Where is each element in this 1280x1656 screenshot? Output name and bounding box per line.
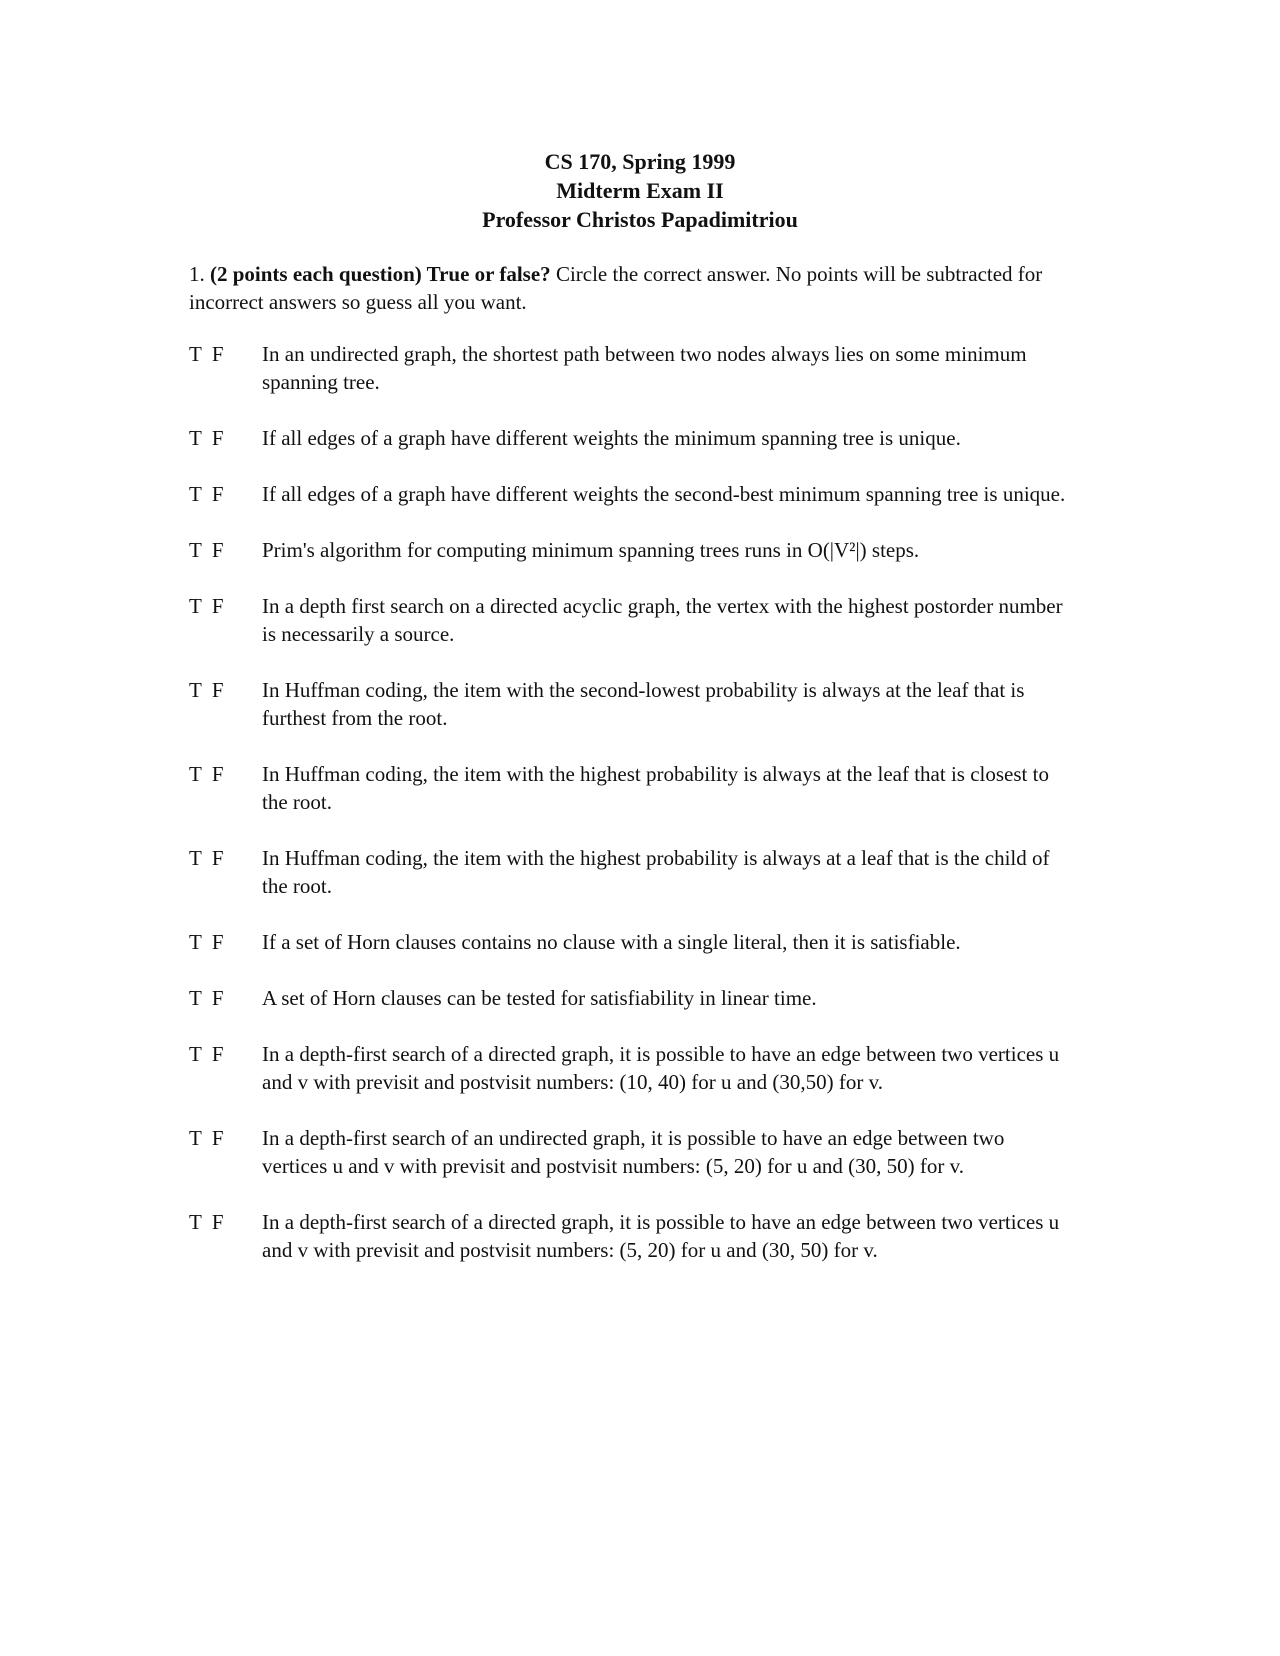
false-choice[interactable]: F [211, 1042, 224, 1066]
professor-name: Professor Christos Papadimitriou [482, 207, 798, 232]
tf-choices [189, 844, 262, 872]
tf-statement: In a depth first search on a directed acyclic graph, the vertex with the highest postorder number is necessarily a source. [262, 594, 1063, 646]
tf-statement: In a depth-first search of a directed graph, it is possible to have an edge between two vertices u and v with previsit and postvisit numbers: (10, 40) for u and (30,50) for v. [262, 1042, 1060, 1094]
tf-statement: In an undirected graph, the shortest path between two nodes always lies on some minimum spanning tree. [262, 342, 1027, 394]
tf-choices [189, 1040, 262, 1068]
tf-choices [189, 676, 262, 704]
tf-item [189, 424, 1069, 452]
true-choice[interactable]: T [189, 678, 202, 702]
tf-item [189, 592, 1069, 648]
tf-item [189, 340, 1069, 396]
tf-item [189, 984, 1069, 1012]
tf-choices [189, 480, 262, 508]
false-choice[interactable]: F [211, 846, 224, 870]
tf-statement: A set of Horn clauses can be tested for satisfiability in linear time. [262, 986, 817, 1010]
tf-statement: If all edges of a graph have different weights the second-best minimum spanning tree is unique. [262, 482, 1066, 506]
true-choice[interactable]: T [189, 986, 202, 1010]
false-choice[interactable]: F [211, 986, 224, 1010]
question-number: 1. [189, 262, 205, 286]
tf-choices [189, 424, 262, 452]
tf-statement: In a depth-first search of a directed graph, it is possible to have an edge between two vertices u and v with previsit and postvisit numbers: (5, 20) for u and (30, 50) for v. [262, 1210, 1060, 1262]
tf-choices [189, 592, 262, 620]
true-choice[interactable]: T [189, 426, 202, 450]
tf-item [189, 1208, 1069, 1264]
tf-choices [189, 536, 262, 564]
true-choice[interactable]: T [189, 1042, 202, 1066]
tf-choices [189, 1208, 262, 1236]
tf-statement: If all edges of a graph have different weights the minimum spanning tree is unique. [262, 426, 961, 450]
exam-title: Midterm Exam II [556, 178, 724, 203]
tf-item [189, 928, 1069, 956]
false-choice[interactable]: F [211, 594, 224, 618]
tf-choices [189, 928, 262, 956]
false-choice[interactable]: F [211, 342, 224, 366]
true-choice[interactable]: T [189, 594, 202, 618]
tf-statement: In Huffman coding, the item with the highest probability is always at the leaf that is closest to the root. [262, 762, 1049, 814]
true-choice[interactable]: T [189, 1126, 202, 1150]
tf-item [189, 676, 1069, 732]
false-choice[interactable]: F [211, 1210, 224, 1234]
tf-statement: In Huffman coding, the item with the second-lowest probability is always at the leaf that is furthest from the root. [262, 678, 1025, 730]
true-choice[interactable]: T [189, 762, 202, 786]
question-instructions: Circle the correct answer. No points will be subtracted for incorrect answers so guess all you want. [189, 262, 1043, 314]
question-1-intro [189, 260, 1069, 316]
tf-item [189, 536, 1069, 564]
true-choice[interactable]: T [189, 930, 202, 954]
question-points: (2 points each question) True or false? [210, 262, 551, 286]
tf-choices [189, 984, 262, 1012]
true-choice[interactable]: T [189, 1210, 202, 1234]
false-choice[interactable]: F [211, 538, 224, 562]
false-choice[interactable]: F [211, 1126, 224, 1150]
true-choice[interactable]: T [189, 538, 202, 562]
tf-choices [189, 340, 262, 368]
tf-choices [189, 760, 262, 788]
false-choice[interactable]: F [211, 930, 224, 954]
tf-item [189, 1124, 1069, 1180]
tf-statement: In Huffman coding, the item with the highest probability is always at a leaf that is the child of the root. [262, 846, 1050, 898]
tf-item [189, 760, 1069, 816]
tf-statement: Prim's algorithm for computing minimum spanning trees runs in O(|V²|) steps. [262, 538, 920, 562]
tf-choices [189, 1124, 262, 1152]
exam-header [0, 147, 1280, 234]
course-title: CS 170, Spring 1999 [544, 149, 736, 174]
tf-statement: If a set of Horn clauses contains no clause with a single literal, then it is satisfiable. [262, 930, 961, 954]
false-choice[interactable]: F [211, 762, 224, 786]
tf-statement: In a depth-first search of an undirected graph, it is possible to have an edge between two vertices u and v with previsit and postvisit numbers: (5, 20) for u and (30, 50) for v. [262, 1126, 1005, 1178]
true-choice[interactable]: T [189, 342, 202, 366]
tf-item [189, 480, 1069, 508]
false-choice[interactable]: F [211, 482, 224, 506]
false-choice[interactable]: F [211, 678, 224, 702]
tf-item [189, 844, 1069, 900]
tf-item [189, 1040, 1069, 1096]
true-choice[interactable]: T [189, 482, 202, 506]
false-choice[interactable]: F [211, 426, 224, 450]
true-false-list [189, 340, 1069, 1292]
true-choice[interactable]: T [189, 846, 202, 870]
